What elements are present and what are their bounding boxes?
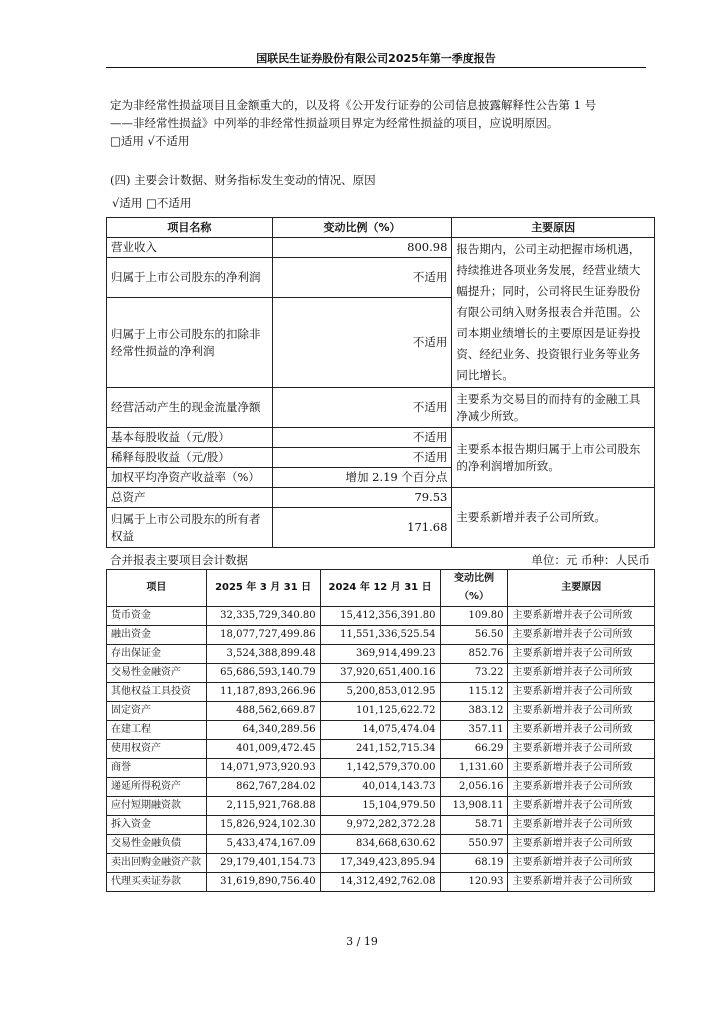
- cell-2025: 401,009,472.45: [206, 740, 320, 759]
- cell-ratio: 73.22: [440, 664, 508, 683]
- cell-2025: 5,433,474,167.09: [206, 835, 320, 854]
- cell-2025: 11,187,893,266.96: [206, 683, 320, 702]
- cell-ratio: 56.50: [440, 626, 508, 645]
- reason-revenue: 报告期内，公司主动把握市场机遇，持续推进各项业务发展，经营业绩大幅提升；同时，公司将民生证券股份有限公司纳入财务报表合并范围。公司本期业绩增长的主要原因是证券投资、经纪业务、投资银行业务等业务同比增长。: [452, 238, 655, 388]
- cell-2024: 5,200,853,012.95: [320, 683, 440, 702]
- cell-2024: 14,075,474.04: [320, 721, 440, 740]
- row-value: 不适用: [272, 428, 452, 448]
- cell-2024: 101,125,622.72: [320, 702, 440, 721]
- intro-checkbox: □适用 √不适用: [110, 134, 190, 148]
- table2-caption-line: [110, 552, 650, 568]
- cell-2024: 15,104,979.50: [320, 797, 440, 816]
- cell-reason: 主要系新增并表子公司所致: [508, 740, 655, 759]
- table-row: [107, 797, 655, 816]
- table-row: [107, 835, 655, 854]
- col-header-ratio: 变动比例（%）: [440, 570, 508, 607]
- cell-2024: 37,920,651,400.16: [320, 664, 440, 683]
- cell-2025: 32,335,729,340.80: [206, 607, 320, 626]
- col-header-2025: 2025 年 3 月 31 日: [206, 570, 320, 607]
- col-header-item: 项目: [107, 570, 207, 607]
- balance-sheet-table: [106, 569, 655, 892]
- row-name: 归属于上市公司股东的净利润: [107, 258, 273, 298]
- cell-ratio: 852.76: [440, 645, 508, 664]
- table-header-row: [107, 570, 655, 607]
- cell-ratio: 2,056.16: [440, 778, 508, 797]
- cell-reason: 主要系新增并表子公司所致: [508, 797, 655, 816]
- cell-item: 固定资产: [107, 702, 207, 721]
- table-row: [107, 238, 655, 258]
- cell-2024: 15,412,356,391.80: [320, 607, 440, 626]
- row-name: 归属于上市公司股东的所有者权益: [107, 508, 273, 548]
- table-row: [107, 428, 655, 448]
- cell-item: 代理买卖证券款: [107, 873, 207, 892]
- row-value: 800.98: [272, 238, 452, 258]
- cell-ratio: 68.19: [440, 854, 508, 873]
- cell-reason: 主要系新增并表子公司所致: [508, 607, 655, 626]
- table-row: [107, 607, 655, 626]
- table-row: [107, 664, 655, 683]
- col-header-reason: 主要原因: [452, 218, 655, 238]
- table-row: [107, 645, 655, 664]
- intro-line-2: ——非经常性损益》中列举的非经常性损益项目界定为经常性损益的项目，应说明原因。: [110, 116, 559, 130]
- cell-2024: 17,349,423,895.94: [320, 854, 440, 873]
- row-name: 加权平均净资产收益率（%）: [107, 468, 273, 488]
- cell-2024: 834,668,630.62: [320, 835, 440, 854]
- cell-ratio: 115.12: [440, 683, 508, 702]
- cell-2025: 65,686,593,140.79: [206, 664, 320, 683]
- cell-item: 融出资金: [107, 626, 207, 645]
- page-number: 3 / 19: [346, 935, 378, 948]
- cell-ratio: 550.97: [440, 835, 508, 854]
- cell-reason: 主要系新增并表子公司所致: [508, 664, 655, 683]
- table-row: [107, 683, 655, 702]
- cell-2024: 11,551,336,525.54: [320, 626, 440, 645]
- cell-ratio: 357.11: [440, 721, 508, 740]
- cell-ratio: 120.93: [440, 873, 508, 892]
- cell-2025: 3,524,388,899.48: [206, 645, 320, 664]
- col-header-2024: 2024 年 12 月 31 日: [320, 570, 440, 607]
- table-row: [107, 702, 655, 721]
- cell-item: 在建工程: [107, 721, 207, 740]
- cell-2025: 29,179,401,154.73: [206, 854, 320, 873]
- cell-reason: 主要系新增并表子公司所致: [508, 778, 655, 797]
- reason-assets: 主要系新增并表子公司所致。: [452, 488, 655, 548]
- cell-reason: 主要系新增并表子公司所致: [508, 645, 655, 664]
- table-row: [107, 488, 655, 508]
- section-4-checkbox: √适用 □不适用: [112, 196, 192, 210]
- table2-caption: 合并报表主要项目会计数据: [110, 553, 248, 567]
- cell-item: 其他权益工具投资: [107, 683, 207, 702]
- cell-2024: 9,972,282,372.28: [320, 816, 440, 835]
- cell-2025: 14,071,973,920.93: [206, 759, 320, 778]
- table-row: [107, 721, 655, 740]
- cell-item: 递延所得税资产: [107, 778, 207, 797]
- cell-ratio: 66.29: [440, 740, 508, 759]
- row-value: 不适用: [272, 298, 452, 388]
- row-value: 不适用: [272, 388, 452, 428]
- cell-reason: 主要系新增并表子公司所致: [508, 626, 655, 645]
- cell-2025: 488,562,669.87: [206, 702, 320, 721]
- intro-line-1: 定为非经常性损益项目且金额重大的，以及将《公开发行证券的公司信息披露解释性公告第 1 号: [110, 98, 597, 112]
- cell-item: 使用权资产: [107, 740, 207, 759]
- cell-2024: 241,152,715.34: [320, 740, 440, 759]
- cell-reason: 主要系新增并表子公司所致: [508, 835, 655, 854]
- row-name: 总资产: [107, 488, 273, 508]
- cell-reason: 主要系新增并表子公司所致: [508, 683, 655, 702]
- reason-eps: 主要系本报告期归属于上市公司股东的净利润增加所致。: [452, 428, 655, 488]
- row-value: 79.53: [272, 488, 452, 508]
- row-name: 营业收入: [107, 238, 273, 258]
- cell-item: 应付短期融资款: [107, 797, 207, 816]
- col-header-ratio: 变动比例（%）: [272, 218, 452, 238]
- cell-ratio: 1,131.60: [440, 759, 508, 778]
- cell-2025: 64,340,289.56: [206, 721, 320, 740]
- row-name: 归属于上市公司股东的扣除非经常性损益的净利润: [107, 298, 273, 388]
- cell-item: 商誉: [107, 759, 207, 778]
- table-row: [107, 626, 655, 645]
- cell-ratio: 58.71: [440, 816, 508, 835]
- row-value: 增加 2.19 个百分点: [272, 468, 452, 488]
- row-value: 不适用: [272, 448, 452, 468]
- cell-2025: 2,115,921,768.88: [206, 797, 320, 816]
- table-row: [107, 740, 655, 759]
- section-4-title: (四) 主要会计数据、财务指标发生变动的情况、原因: [110, 173, 376, 187]
- cell-2024: 369,914,499.23: [320, 645, 440, 664]
- cell-2024: 14,312,492,762.08: [320, 873, 440, 892]
- col-header-reason: 主要原因: [508, 570, 655, 607]
- cell-item: 交易性金融负债: [107, 835, 207, 854]
- cell-item: 卖出回购金融资产款: [107, 854, 207, 873]
- cell-ratio: 13,908.11: [440, 797, 508, 816]
- cell-2025: 18,077,727,499.86: [206, 626, 320, 645]
- cell-ratio: 109.80: [440, 607, 508, 626]
- cell-reason: 主要系新增并表子公司所致: [508, 721, 655, 740]
- cell-2024: 1,142,579,370.00: [320, 759, 440, 778]
- row-value: 不适用: [272, 258, 452, 298]
- table-header-row: [107, 218, 655, 238]
- col-header-item: 项目名称: [107, 218, 273, 238]
- row-name: 基本每股收益（元/股）: [107, 428, 273, 448]
- cell-2025: 15,826,924,102.30: [206, 816, 320, 835]
- cell-2024: 40,014,143.73: [320, 778, 440, 797]
- cell-2025: 862,767,284.02: [206, 778, 320, 797]
- table2-unit: 单位：元 币种：人民币: [531, 553, 650, 567]
- header-divider: [106, 67, 646, 68]
- cell-reason: 主要系新增并表子公司所致: [508, 816, 655, 835]
- page-header-title: 国联民生证券股份有限公司2025年第一季度报告: [256, 52, 496, 65]
- table-row: [107, 873, 655, 892]
- indicator-change-table: [106, 217, 655, 548]
- table-row: [107, 778, 655, 797]
- cell-ratio: 383.12: [440, 702, 508, 721]
- cell-item: 货币资金: [107, 607, 207, 626]
- table-row: [107, 854, 655, 873]
- cell-reason: 主要系新增并表子公司所致: [508, 854, 655, 873]
- intro-paragraph: [110, 96, 650, 150]
- table-row: [107, 388, 655, 428]
- table-row: [107, 759, 655, 778]
- row-name: 稀释每股收益（元/股）: [107, 448, 273, 468]
- cell-item: 存出保证金: [107, 645, 207, 664]
- cell-2025: 31,619,890,756.40: [206, 873, 320, 892]
- cell-reason: 主要系新增并表子公司所致: [508, 759, 655, 778]
- row-name: 经营活动产生的现金流量净额: [107, 388, 273, 428]
- reason-cashflow: 主要系为交易目的而持有的金融工具净减少所致。: [452, 388, 655, 428]
- table-row: [107, 816, 655, 835]
- cell-item: 交易性金融资产: [107, 664, 207, 683]
- row-value: 171.68: [272, 508, 452, 548]
- cell-reason: 主要系新增并表子公司所致: [508, 873, 655, 892]
- cell-reason: 主要系新增并表子公司所致: [508, 702, 655, 721]
- cell-item: 拆入资金: [107, 816, 207, 835]
